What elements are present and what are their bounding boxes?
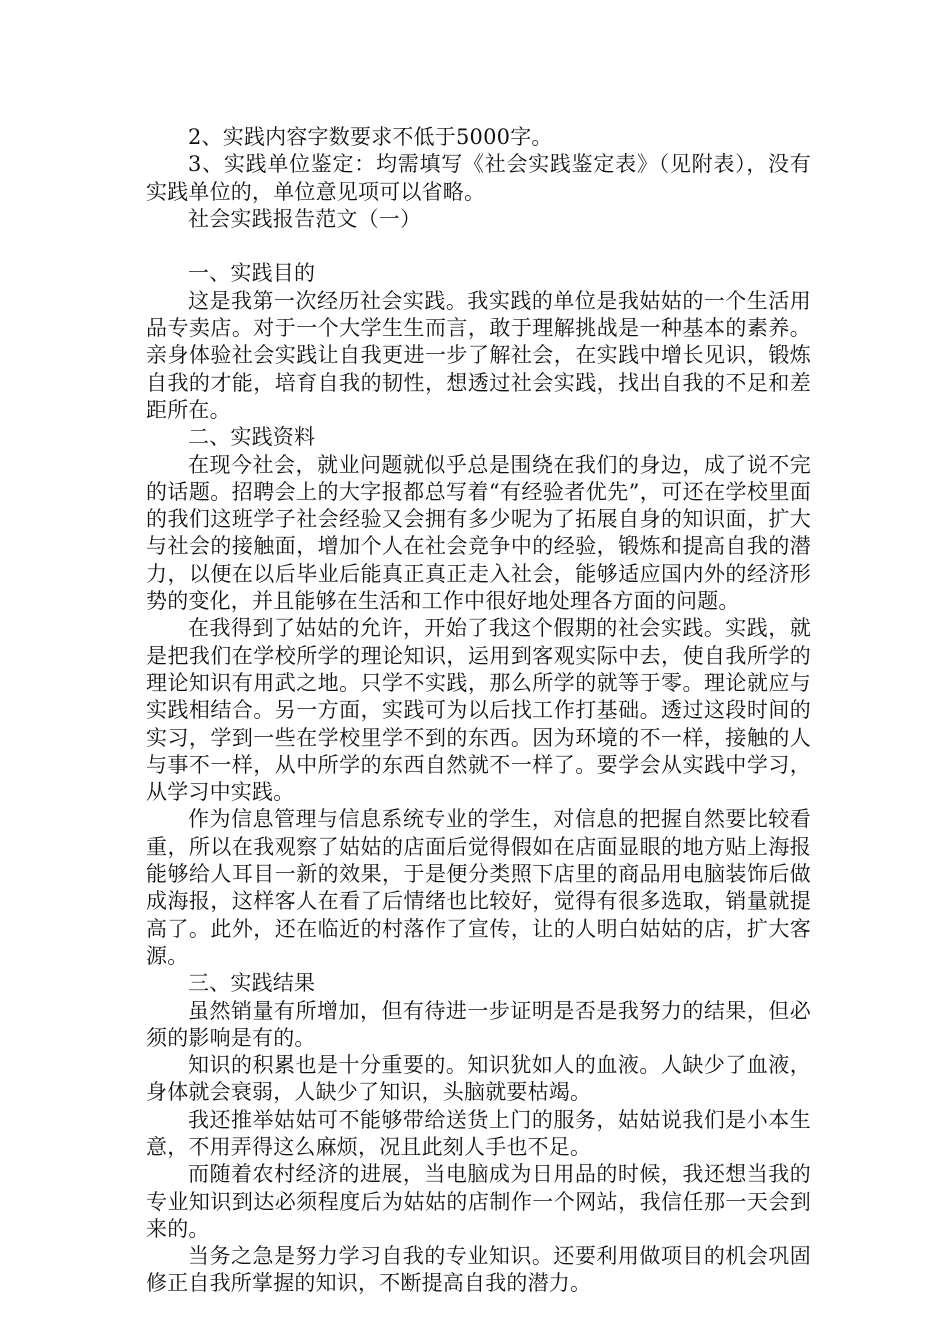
- paragraph-purpose: 这是我第一次经历社会实践。我实践的单位是我姑姑的一个生活用品专卖店。对于一个大学生生而言，敢于理解挑战是一种基本的素养。亲身体验社会实践让自我更进一步了解社会，在实践中增长见识，锻炼自我的才能，培育自我的韧性，想透过社会实践，找出自我的不足和差距所在。: [146, 288, 811, 422]
- paragraph-materials-1: 在现今社会，就业问题就似乎总是围绕在我们的身边，成了说不完的话题。招聘会上的大字报都总写着“有经验者优先”，可还在学校里面的我们这班学子社会经验又会拥有多少呢为了拓展自身的知识面，扩大与社会的接触面，增加个人在社会竞争中的经验，锻炼和提高自我的潜力，以便在以后毕业后能真正真正走入社会，能够适应国内外的经济形势的变化，并且能够在生活和工作中很好地处理各方面的问题。: [146, 452, 811, 614]
- requirement-item-3: 3、实践单位鉴定：均需填写《社会实践鉴定表》（见附表），没有实践单位的，单位意见项可以省略。: [146, 152, 811, 204]
- sample-title: 社会实践报告范文（一）: [188, 206, 422, 231]
- document-body: [146, 124, 811, 1298]
- section-heading-materials: 二、实践资料: [188, 425, 316, 450]
- requirement-item-2: 2、实践内容字数要求不低于5000字。: [188, 125, 553, 149]
- paragraph-materials-3: 作为信息管理与信息系统专业的学生，对信息的把握自然要比较看重，所以在我观察了姑姑的店面后觉得假如在店面显眼的地方贴上海报能够给人耳目一新的效果，于是便分类照下店里的商品用电脑装饰后做成海报，这样客人在看了后情绪也比较好，觉得有很多选取，销量就提高了。此外，还在临近的村落作了宣传，让的人明白姑姑的店，扩大客源。: [146, 807, 811, 968]
- paragraph-results-5: 当务之急是努力学习自我的专业知识。还要利用做项目的机会巩固修正自我所掌握的知识，不断提高自我的潜力。: [146, 1244, 811, 1296]
- paragraph-results-4: 而随着农村经济的进展，当电脑成为日用品的时候，我还想当我的专业知识到达必须程度后为姑姑的店制作一个网站，我信任那一天会到来的。: [146, 1162, 811, 1241]
- paragraph-materials-2: 在我得到了姑姑的允许，开始了我这个假期的社会实践。实践，就是把我们在学校所学的理论知识，运用到客观实际中去，使自我所学的理论知识有用武之地。只学不实践，那么所学的就等于零。理论就应与实践相结合。另一方面，实践可为以后找工作打基础。透过这段时间的实习，学到一些在学校里学不到的东西。因为环境的不一样，接触的人与事不一样，从中所学的东西自然就不一样了。要学会从实践中学习，从学习中实践。: [146, 616, 811, 805]
- paragraph-results-1: 虽然销量有所增加，但有待进一步证明是否是我努力的结果，但必须的影响是有的。: [146, 998, 811, 1050]
- section-heading-results: 三、实践结果: [188, 971, 316, 996]
- section-heading-purpose: 一、实践目的: [188, 261, 316, 286]
- paragraph-results-3: 我还推举姑姑可不能够带给送货上门的服务，姑姑说我们是小本生意，不用弄得这么麻烦，况且此刻人手也不足。: [146, 1107, 811, 1159]
- blank-line: [146, 233, 811, 260]
- paragraph-results-2: 知识的积累也是十分重要的。知识犹如人的血液。人缺少了血液，身体就会衰弱，人缺少了知识，头脑就要枯竭。: [146, 1053, 811, 1105]
